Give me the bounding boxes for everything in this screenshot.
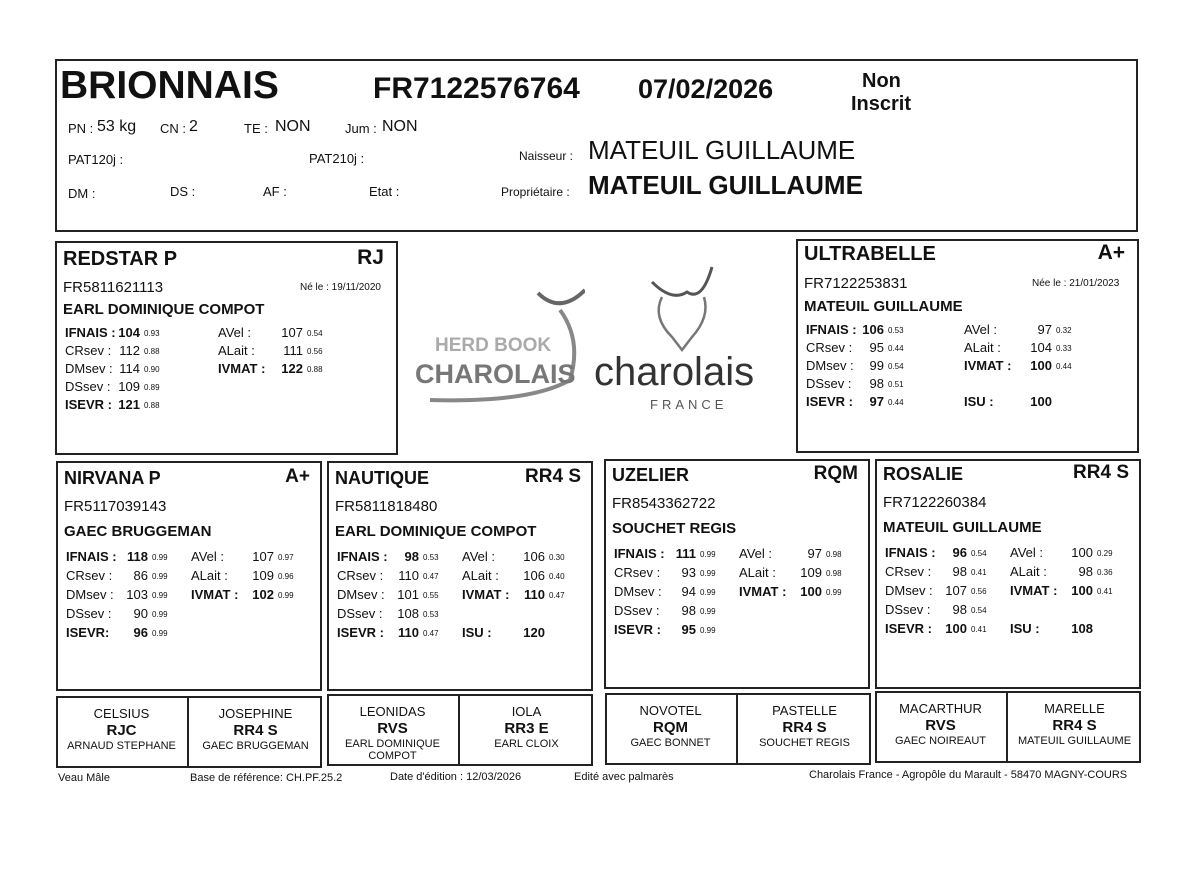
stat-reliability: 0.47 <box>423 629 439 638</box>
stat-value: 111 <box>283 343 303 358</box>
stat-reliability: 0.88 <box>144 401 160 410</box>
charolais-word: charolais <box>594 350 755 394</box>
stat-reliability: 0.99 <box>152 591 168 600</box>
stat-label: ISEVR : <box>885 621 932 636</box>
animal-id: FR5811818480 <box>335 498 438 515</box>
te-value: NON <box>275 118 311 135</box>
stat-value: 98 <box>404 549 419 564</box>
stat-label: DMsev : <box>885 583 933 598</box>
stat-reliability: 0.88 <box>307 365 323 374</box>
stat-reliability: 0.56 <box>307 347 323 356</box>
stat-value: 100 <box>945 621 967 636</box>
stat-label: AVel : <box>191 549 225 564</box>
animal-id: FR7122260384 <box>883 494 987 511</box>
animal-name: NAUTIQUE <box>335 468 429 488</box>
stat-value: 97 <box>807 546 822 561</box>
stat-label: DSsev : <box>885 602 931 617</box>
animal-grade: A+ <box>285 466 310 487</box>
stat-value: 107 <box>281 325 303 340</box>
stat-value: 104 <box>118 325 140 340</box>
ggp-name: JOSEPHINE <box>218 706 293 721</box>
ggp-cell <box>605 693 738 765</box>
stat-value: 98 <box>681 603 696 618</box>
charolais-france-logo <box>592 262 792 427</box>
stat-value: 120 <box>523 625 545 640</box>
stat-reliability: 0.99 <box>826 588 842 597</box>
animal-name: UZELIER <box>612 465 690 485</box>
stat-reliability: 0.33 <box>1056 344 1072 353</box>
stat-reliability: 0.99 <box>700 550 716 559</box>
stat-reliability: 0.56 <box>971 587 987 596</box>
stat-label: ISU : <box>1010 621 1040 636</box>
ggp-name: CELSIUS <box>93 706 150 721</box>
ggp-name: LEONIDAS <box>359 704 426 719</box>
status-line1: Non <box>862 70 901 92</box>
jum-value: NON <box>382 118 418 135</box>
status-line2: Inscrit <box>851 93 912 115</box>
stat-reliability: 0.99 <box>152 572 168 581</box>
stat-reliability: 0.54 <box>971 606 987 615</box>
stat-label: ISEVR : <box>806 394 853 409</box>
ggp-cell <box>1008 691 1141 763</box>
ggp-grade: RR4 S <box>782 719 827 736</box>
stat-value: 109 <box>252 568 274 583</box>
stat-label: IVMAT : <box>964 358 1012 373</box>
ggp-cell <box>738 693 871 765</box>
stat-label: DMsev : <box>65 361 113 376</box>
birth-date: 07/02/2026 <box>638 74 774 104</box>
stat-value: 90 <box>133 606 148 621</box>
ggp-cell <box>460 694 593 766</box>
stat-label: IFNAIS : <box>65 325 116 340</box>
stat-label: CRsev : <box>885 564 932 579</box>
stat-label: ISU : <box>462 625 492 640</box>
stat-value: 110 <box>398 625 419 640</box>
charolais-sub: FRANCE <box>650 397 728 412</box>
stat-value: 98 <box>952 564 967 579</box>
proprietaire-label: Propriétaire : <box>501 185 570 199</box>
stat-value: 94 <box>681 584 696 599</box>
stat-label: AVel : <box>1010 545 1044 560</box>
animal-id: FR5117039143 <box>64 498 167 515</box>
stat-label: IVMAT : <box>462 587 510 602</box>
ggp-name: NOVOTEL <box>639 703 702 718</box>
ggp-grade: RQM <box>653 719 688 736</box>
stat-value: 99 <box>869 358 884 373</box>
stat-label: ALait : <box>191 568 228 583</box>
animal-id: FR8543362722 <box>612 495 716 512</box>
stat-label: IFNAIS : <box>885 545 936 560</box>
stat-label: AVel : <box>218 325 252 340</box>
stat-reliability: 0.97 <box>278 553 294 562</box>
stat-label: DSsev : <box>806 376 852 391</box>
dm-label: DM : <box>68 186 96 201</box>
stat-value: 107 <box>252 549 274 564</box>
ggp-name: MARELLE <box>1044 701 1105 716</box>
stat-value: 100 <box>1071 583 1093 598</box>
stat-value: 97 <box>869 394 884 409</box>
ggp-owner: MATEUIL GUILLAUME <box>1017 735 1132 747</box>
herdbook-line2: CHAROLAIS <box>415 359 576 389</box>
animal-id: FR5811621113 <box>63 279 164 296</box>
animal-owner: MATEUIL GUILLAUME <box>804 298 963 315</box>
footer-palmares: Edité avec palmarès <box>574 771 674 783</box>
naisseur-label: Naisseur : <box>519 149 574 163</box>
stat-reliability: 0.53 <box>888 326 904 335</box>
ggp-grade: RR4 S <box>233 722 278 739</box>
animal-grade: RQM <box>813 463 858 484</box>
stat-value: 98 <box>1078 564 1093 579</box>
stat-label: IVMAT : <box>218 361 266 376</box>
stat-value: 96 <box>952 545 967 560</box>
stat-reliability: 0.53 <box>423 553 439 562</box>
breed-title: BRIONNAIS <box>60 64 279 107</box>
footer-base: Base de référence: CH.PF.25.2 <box>190 772 343 784</box>
stat-value: 110 <box>524 587 545 602</box>
herdbook-logo <box>410 285 585 405</box>
stat-value: 114 <box>119 361 140 376</box>
stat-reliability: 0.99 <box>700 588 716 597</box>
cn-value: 2 <box>189 118 198 135</box>
stat-value: 103 <box>126 587 148 602</box>
stat-label: IFNAIS : <box>614 546 665 561</box>
footer-edition: Date d'édition : 12/03/2026 <box>390 771 522 783</box>
animal-grade: A+ <box>1097 241 1125 264</box>
ggp-owner: GAEC BRUGGEMAN <box>202 740 309 752</box>
stat-value: 95 <box>869 340 884 355</box>
ggp-grade: RVS <box>377 720 408 737</box>
jum-label: Jum : <box>345 121 377 136</box>
stat-label: ALait : <box>1010 564 1047 579</box>
stat-value: 104 <box>1030 340 1052 355</box>
stat-reliability: 0.96 <box>278 572 294 581</box>
bull-head-icon <box>592 262 792 362</box>
stat-reliability: 0.29 <box>1097 549 1113 558</box>
stat-value: 122 <box>281 361 303 376</box>
stat-reliability: 0.99 <box>152 610 168 619</box>
stat-reliability: 0.41 <box>971 625 987 634</box>
stat-reliability: 0.54 <box>307 329 323 338</box>
naisseur-value: MATEUIL GUILLAUME <box>588 135 856 165</box>
ggp-name: PASTELLE <box>772 703 837 718</box>
stat-value: 121 <box>118 397 140 412</box>
animal-born: Née le : 21/01/2023 <box>1032 278 1120 289</box>
animal-owner: MATEUIL GUILLAUME <box>883 519 1042 536</box>
stat-value: 108 <box>397 606 419 621</box>
stat-value: 111 <box>675 546 696 561</box>
stat-reliability: 0.99 <box>700 607 716 616</box>
stat-value: 110 <box>398 568 419 583</box>
stat-value: 93 <box>681 565 696 580</box>
stat-label: ALait : <box>739 565 776 580</box>
stat-value: 106 <box>523 568 545 583</box>
animal-owner: GAEC BRUGGEMAN <box>64 523 212 540</box>
ggp-owner: GAEC NOIREAUT <box>894 735 987 747</box>
stat-reliability: 0.30 <box>549 553 565 562</box>
stat-reliability: 0.99 <box>700 626 716 635</box>
stat-label: IVMAT : <box>191 587 239 602</box>
stat-value: 112 <box>119 343 140 358</box>
stat-label: ALait : <box>964 340 1001 355</box>
ggp-owner: SOUCHET REGIS <box>759 737 850 749</box>
stat-label: AVel : <box>964 322 998 337</box>
stat-reliability: 0.99 <box>700 569 716 578</box>
stat-reliability: 0.99 <box>152 553 168 562</box>
animal-name: ULTRABELLE <box>804 243 936 265</box>
ggp-owner: EARL DOMINIQUE COMPOT <box>345 738 440 762</box>
te-label: TE : <box>244 121 268 136</box>
stat-value: 100 <box>1071 545 1093 560</box>
ds-label: DS : <box>170 184 196 199</box>
stat-reliability: 0.89 <box>144 383 160 392</box>
ggp-grade: RVS <box>925 717 956 734</box>
stat-reliability: 0.44 <box>888 344 904 353</box>
ggp-cell <box>56 696 189 768</box>
stat-value: 118 <box>127 549 148 564</box>
stat-label: DSsev : <box>65 379 111 394</box>
stat-label: CRsev : <box>614 565 661 580</box>
stat-label: IFNAIS : <box>337 549 388 564</box>
stat-label: ISEVR : <box>65 397 112 412</box>
etat-label: Etat : <box>369 184 400 199</box>
cn-label: CN : <box>160 121 186 136</box>
stat-label: ISEVR : <box>614 622 661 637</box>
stat-reliability: 0.51 <box>888 380 904 389</box>
stat-reliability: 0.93 <box>144 329 160 338</box>
footer-sex: Veau Mâle <box>58 772 110 784</box>
stat-value: 98 <box>869 376 884 391</box>
stat-reliability: 0.54 <box>888 362 904 371</box>
stat-label: CRsev : <box>65 343 112 358</box>
stat-label: CRsev : <box>337 568 384 583</box>
stat-label: DMsev : <box>614 584 662 599</box>
stat-reliability: 0.41 <box>1097 587 1113 596</box>
stat-value: 108 <box>1071 621 1093 636</box>
ggp-owner: ARNAUD STEPHANE <box>67 740 176 752</box>
stat-label: DMsev : <box>66 587 114 602</box>
stat-label: DMsev : <box>806 358 854 373</box>
stat-reliability: 0.44 <box>1056 362 1072 371</box>
pn-label: PN : <box>68 121 94 136</box>
stat-label: IFNAIS : <box>806 322 857 337</box>
animal-id: FR7122253831 <box>804 275 908 292</box>
stat-value: 109 <box>800 565 822 580</box>
stat-value: 100 <box>1030 394 1052 409</box>
stat-value: 97 <box>1037 322 1052 337</box>
stat-label: AVel : <box>462 549 496 564</box>
ggp-grade: RR3 E <box>504 720 549 737</box>
ggp-cell <box>875 691 1008 763</box>
stat-value: 106 <box>862 322 884 337</box>
stat-reliability: 0.53 <box>423 610 439 619</box>
stat-reliability: 0.32 <box>1056 326 1072 335</box>
stat-value: 106 <box>523 549 545 564</box>
stat-label: DSsev : <box>66 606 112 621</box>
pat120-label: PAT120j : <box>68 152 124 167</box>
stat-reliability: 0.55 <box>423 591 439 600</box>
animal-grade: RJ <box>357 246 384 269</box>
stat-reliability: 0.99 <box>152 629 168 638</box>
ggp-grade: RR4 S <box>1052 717 1097 734</box>
pn-value: 53 kg <box>97 118 137 135</box>
stat-reliability: 0.98 <box>826 569 842 578</box>
stat-label: IVMAT : <box>739 584 787 599</box>
animal-owner: EARL DOMINIQUE COMPOT <box>335 523 537 540</box>
ggp-owner: EARL CLOIX <box>494 738 559 750</box>
pat210-label: PAT210j : <box>309 151 365 166</box>
stat-label: IFNAIS : <box>66 549 117 564</box>
stat-value: 109 <box>118 379 140 394</box>
stat-value: 98 <box>952 602 967 617</box>
stat-label: ISU : <box>964 394 994 409</box>
af-label: AF : <box>263 184 287 199</box>
stat-reliability: 0.47 <box>549 591 565 600</box>
animal-grade: RR4 S <box>1073 462 1129 483</box>
stat-reliability: 0.36 <box>1097 568 1113 577</box>
stat-reliability: 0.90 <box>144 365 160 374</box>
stat-reliability: 0.99 <box>278 591 294 600</box>
animal-grade: RR4 S <box>525 466 581 487</box>
stat-value: 100 <box>800 584 822 599</box>
stat-value: 102 <box>252 587 274 602</box>
animal-owner: SOUCHET REGIS <box>612 520 737 537</box>
footer-address: Charolais France - Agropôle du Marault - 58470 MAGNY-COURS <box>809 769 1128 781</box>
stat-label: IVMAT : <box>1010 583 1058 598</box>
animal-name: REDSTAR P <box>63 248 178 270</box>
stat-reliability: 0.98 <box>826 550 842 559</box>
stat-label: ISEVR : <box>337 625 384 640</box>
animal-id: FR7122576764 <box>373 72 580 105</box>
stat-reliability: 0.40 <box>549 572 565 581</box>
stat-value: 100 <box>1030 358 1052 373</box>
stat-label: AVel : <box>739 546 773 561</box>
stat-reliability: 0.41 <box>971 568 987 577</box>
animal-born: Né le : 19/11/2020 <box>300 282 381 293</box>
ggp-name: IOLA <box>511 704 542 719</box>
animal-owner: EARL DOMINIQUE COMPOT <box>63 301 265 318</box>
ggp-owner: GAEC BONNET <box>630 737 711 749</box>
animal-name: NIRVANA P <box>64 468 161 488</box>
stat-value: 86 <box>133 568 148 583</box>
stat-label: CRsev : <box>66 568 113 583</box>
ggp-name: MACARTHUR <box>899 701 982 716</box>
stat-reliability: 0.54 <box>971 549 987 558</box>
stat-label: ALait : <box>218 343 255 358</box>
stat-label: DMsev : <box>337 587 385 602</box>
stat-label: CRsev : <box>806 340 853 355</box>
animal-name: ROSALIE <box>883 464 964 484</box>
stat-value: 101 <box>397 587 419 602</box>
stat-value: 95 <box>681 622 696 637</box>
stat-reliability: 0.88 <box>144 347 160 356</box>
stat-label: DSsev : <box>337 606 383 621</box>
stat-label: ALait : <box>462 568 499 583</box>
stat-value: 107 <box>945 583 967 598</box>
stat-label: DSsev : <box>614 603 660 618</box>
stat-value: 96 <box>133 625 148 640</box>
herdbook-line1: HERD BOOK <box>435 335 552 356</box>
stat-label: ISEVR: <box>66 625 110 640</box>
ggp-cell <box>327 694 460 766</box>
ggp-grade: RJC <box>106 722 137 739</box>
ggp-cell <box>189 696 322 768</box>
stat-reliability: 0.44 <box>888 398 904 407</box>
proprietaire-value: MATEUIL GUILLAUME <box>588 170 863 200</box>
stat-reliability: 0.47 <box>423 572 439 581</box>
